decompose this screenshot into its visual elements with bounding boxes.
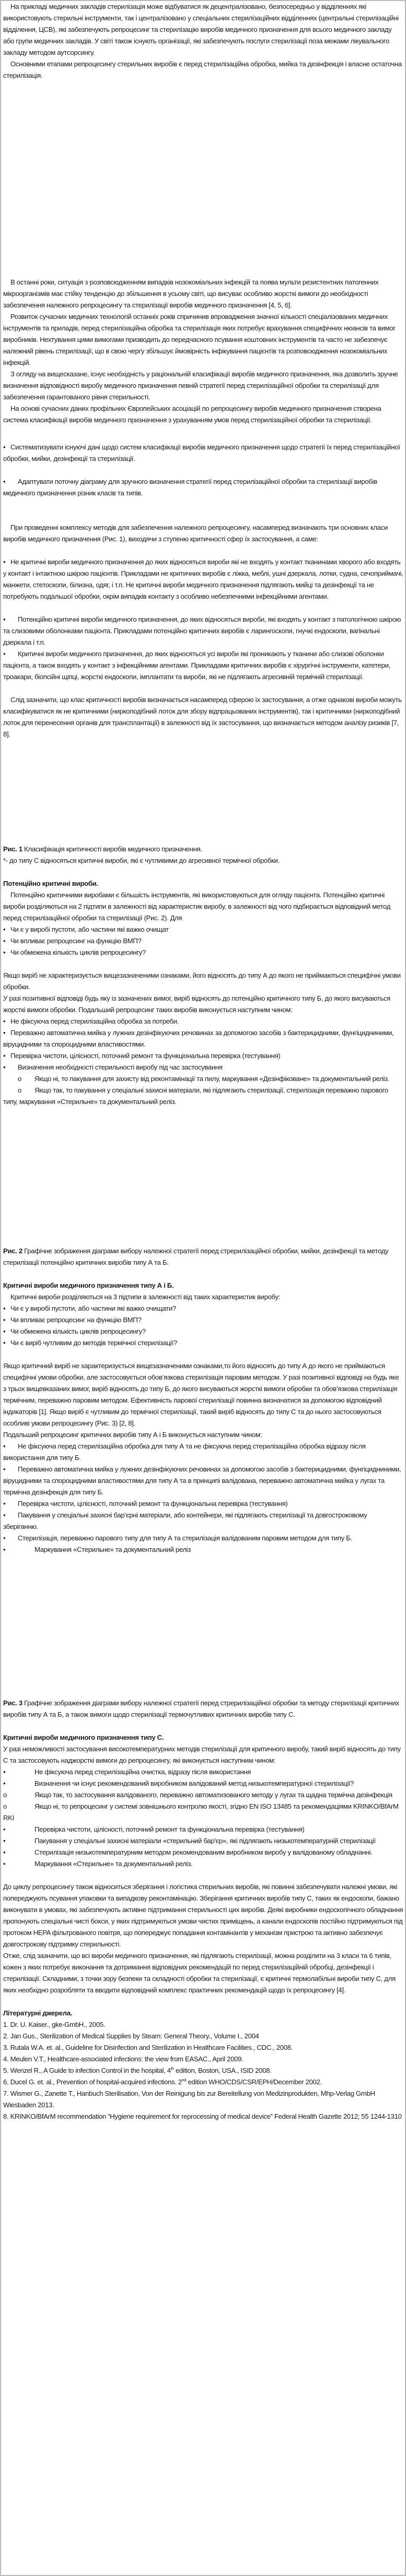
potential-step-4: • Визначення необхідності стерильності виробу під час застосування	[3, 1062, 403, 1073]
critical-c-step-4: • Пакування у спеціальні захисні матеріали «стерильний бар'єр», які підлягають низькотемпературній стерилізації	[3, 1835, 403, 1847]
critical-ab-step-4: • Пакування у спеціальні захисні бар’єрні матеріали, або контейнери, які підлягають стерилізації та довгостроковому зберіганню.	[3, 1510, 403, 1533]
reference-superscript: th	[170, 2066, 174, 2071]
reference-item	[3, 2065, 403, 2076]
critical-ab-intro: Критичні вироби розділяються на 3 підтипи в залежності від таких характеристик виробу:	[10, 1293, 281, 1301]
reference-item: 3. Rutala W.A. et. al., Guideline for Disinfection and Sterilization in Healthcare Facilities., CDC., 2008.	[3, 2044, 293, 2051]
figure-3-caption-text: Графічне зображення діаграми вибору належної стратегії перед стрерилізаційної обробки та методу стерилізації критичних виробів типу А та Б, а також вимоги щодо стерилізації термочутливих критичних виробів типу С.	[3, 1699, 399, 1718]
figure-1-caption-text: Класифікація критичності виробів медичного призначення.	[22, 845, 202, 853]
conclusion-paragraph-2: Отже, слід зазначити, що всі вироби медичного призначення, які підлягають стерилізації, можна розділити на 3 класи та 6 типів, кожен з яких потребує виконання та дотримання відповідних рекомендацій по перед стерилізаційній обробці, дезінфекції і стерилізації. Складними, з точки зору безпеки та складності обробки та стерилізації, є критичні термолабільні вироби типу С, для яких необхідно розробляти та вводити відповідний комплекс практичних рекомендацій щодо їх репроцесингу [4].	[3, 1952, 396, 1994]
potential-substep-2: o Якщо так, то пакування у спеціальні захисні матеріали, які підлягають стерилізації, стерилізація переважно парового типу, маркування «Стерильне» та документальний реліз.	[3, 1085, 403, 1108]
critical-question-4: • Чи є виріб чутливим до методів термічної стерилізації?	[3, 1337, 403, 1349]
potential-type-a: Якщо виріб не характеризується вищезазначеними ознаками, його відносять до типу А до якого не приймаються специфічні умови обробки.	[3, 971, 401, 991]
potential-step-3: • Перевірка чистоти, цілісності, поточний ремонт та функціональна перевірка (тестування)	[3, 1050, 403, 1062]
critical-c-paragraph: У разі неможливості застосування високотемпературних методів стерилізації для критичного виробу, такий виріб відносять до типу С та застосовують наджорсткі вимоги до репроцесингу, які виконується наступним чином:	[3, 1745, 401, 1764]
figure-3-image	[3, 1556, 403, 1697]
potential-question-3: • Чи обмежена кількість циклів репроцесингу?	[3, 947, 403, 958]
reference-text: 5. Wenzel R., A Guide to infection Control in the hospital, 4	[3, 2067, 171, 2074]
reference-item: 2. Jan Gus., Sterilization of Medical Supplies by Steam: General Theory., Volume I., 2004	[3, 2032, 259, 2040]
potential-step-1: • Не фіксуюча перед стерилізаційна обробка за потреби.	[3, 1016, 403, 1027]
critical-c-step-5: • Стерилізація низькотемпературним методом рекомендованим виробником виробу у валідованому обладнанні.	[3, 1847, 403, 1858]
section2-paragraph-2: Розвиток сучасних медичних технологій останніх років спричинив впровадження значної кількості спеціалізованих медичних інструментів та приладів, перед стерилізаційна обробка та стерилізація яких потребує врахування специфічних нюансів та вимог виробників. Нехтування цими вимогами призводить до передчасного псування коштовних інструментів та часто не забезпечує належний рівень стерилізації, що в свою чергу збільшує ймовірність інфікування пацієнтів та розповсюдження нозокоміальних інфекцій.	[3, 313, 396, 366]
potential-question-1: • Чи є у виробі пустоти, або частини які важко очищат	[3, 924, 403, 935]
reference-text: edition WHO/CDS/CSR/EPH/December 2002.	[186, 2078, 322, 2086]
document-body	[3, 1, 403, 2122]
critical-question-3: • Чи обмежена кількість циклів репроцесингу?	[3, 1326, 403, 1337]
critical-ab-step-2: • Переважно автоматична мийка у лужних дезінфікуючих речовинах за допомогою засобів з бактерицидними, фунгіцидниними, віруцидними та спороцидними властивостями для типу А та в принципі валідована, переважно автоматична мийка у лугах та термічна дезінфекція для типу Б.	[3, 1464, 403, 1498]
critical-ab-step-5: • Стерилізація, переважно парового типу для типу А та стерилізація валідованим паровим методом для типу Б.	[3, 1533, 403, 1544]
potential-type-b: У разі позитивної відповіді будь яку із зазначених вимог, виріб відносять до потенційно критичного типу Б, до якого висуваються жорсткі вимоги обробки. Подальший репроцесинг таких виробів виконується наступним чином:	[3, 994, 391, 1014]
goal-item-2: • Адаптувати поточну діаграму для зручного визначення стратегії перед стерилізаційної обробки та стерилізації виробів медичного призначення різник класів та типів.	[3, 476, 403, 499]
potential-step-2: • Переважно автоматична мийка у лужних дезінфікуючих речовинах за допомогою засобів з бактерицидними, фунгіцидниними, віруцидними та спороцидними властивостями.	[3, 1027, 403, 1050]
critical-question-1: • Чи є у виробі пустоти, або частини які важко очищати?	[3, 1303, 403, 1314]
critical-c-step-6: • Маркування «Стерильне» та документальний реліз.	[3, 1858, 403, 1870]
potential-critical-paragraph: Потенційно критичними виробами є більшість інструментів, які використовуються для огляду пацієнта. Потенційно критичні вироби розділяються на 2 підтипи в залежності від характеристик виробу, в залежності від чого підбирається відповідний метод перед стерилізаційної обробки та стерилізації (Рис. 2). Для	[3, 891, 391, 922]
risk-analysis-note: Слід зазначити, що клас критичності виробів визначається насамперед сферою їх застосування, а отже однакові вироби можуть класифікуватися як не критичними (ниркоподібний лоток для збору відпрацьованих інструментів), так і критичними (ниркоподібний лоток для перенесення органів для трансплантації) в залежності від їх застосування, що визначається методом аналізу ризиків [7, 8].	[3, 696, 402, 738]
intro-paragraph-1: На прикладі медичних закладів стерилізація може відбуватися як децентралізовано, безпосередньо у відділеннях які використовують стерильні інструменти, так і централізовано у спеціальних стерилізаційних відділеннях (центральні стерилізаційні відділення, ЦСВ), які забезпечують репроцесинг та стерилізацію виробів медичного призначення для всього медичного закладу або групи медичних закладів. У світі також існують організації, які забезпечують послуги стерилізації поза межами лікувального закладу методом аутсорсингу.	[3, 3, 399, 56]
figure-2-caption-text: Графічне зображення діаграми вибору належної стратегії перед стрерилізаційної обробки, мийки, дезінфекції та методу стерилізації потенційно критичних виробів типу А та Б.	[3, 1247, 389, 1266]
class-item-noncritical: • Не критичні вироби медичного призначення до яких відносяться вироби які не входять у контакт тканинами хворого або входять у контакт і інтактною шкірою пацієнтів. Прикладами не критичних виробів є ліжка, меблі, ушні дзеркала, лотки, судна, сечоприймачі, манжети, стетоскопи, білизна, одяг, і т.п. Не критичні вироби медичного призначення підлягають мийці та дезінфекції та не потребують подальшої обробки, окрім випадків контакту з особливо небезпечними інфекційними агентами.	[3, 556, 403, 602]
potential-substep-1: o Якщо ні, то пакування для захисту від реконтамінації та пилу, маркування «Дезінфіковане» та документальний реліз.	[3, 1073, 403, 1085]
figure-1-image	[3, 740, 403, 844]
reference-item: 1. Dr. U. Kaiser., gke-GmbH., 2005.	[3, 2021, 106, 2028]
figure-2-image	[3, 1108, 403, 1245]
section2-paragraph-4: На основі сучасних даних профільних Європейських асоціацій по репроцесингу виробів медичного призначення створена система класифікації виробів медичного призначення з урахуванням умов перед стерилізаційної обробки та стерилізації.	[3, 405, 381, 424]
critical-c-step-2: • Визначення чи існує рекомендований виробником валідований метод низькотемпературної стерилізації?	[3, 1778, 403, 1789]
critical-c-step-1: • Не фіксуюча перед стерилізаційна очистка, відразу після використання	[3, 1766, 403, 1778]
critical-c-heading: Критичні вироби медичного призначення типу С.	[3, 1734, 164, 1741]
figure-2-caption	[3, 1245, 403, 1268]
critical-c-substep-1: o Якщо так, то застосування валідованого, переважно автоматизованого методу у лугах та щадна термічна дезінфекція	[3, 1789, 403, 1801]
classes-intro: При проведенні комплексу методів для забезпечення належного репроцесингу, насамперед визначають три основних класи виробів медичного призначення (Рис. 1), виходячи з ступеню критичності сфер їх застосування, а саме:	[3, 524, 388, 543]
section2-paragraph-1: В останні роки, ситуація з розповсюдженням випадків нозокоміальних інфекцій та поява мульти резистентних патогенних мікроорганізмів має стійку тенденцію до збільшення в усьому світі, що висуває особливо жорсткі вимоги до необхідності забезпечення належного репроцесингу та стерилізації виробів медичного призначення [4, 5, 6].	[3, 278, 379, 309]
reference-item: 4. Meulen V.T., Healthcare-associated infections: the view from EASAC., April 2009.	[3, 2055, 243, 2063]
figure-1-note: *- до типу С відносяться критичні вироби, які є чутливими до агресивної термічної обробки.	[3, 857, 280, 864]
class-item-critical: • Критичні вироби медичного призначення, до яких відносяться усі вироби які проникають у тканини або слизові оболонки пацієнта, а також входять у контакт з інфекційними агентами. Прикладами критичних виробів є хірургічні інструменти, катетери, троакари, біопсійні щіпці, жорсткі ендоскопи, імплантати та вироби, які не підлягають агресивній термічній стерилізації.	[3, 648, 403, 683]
critical-ab-heading: Критичні вироби медичного призначення типу А і Б.	[3, 1281, 174, 1289]
image-placeholder-1	[3, 81, 403, 277]
goal-item-1: • Систематизувати існуючі дані щодо систем класифікації виробів медичного призначення щодо стратегії їх перед стерилізаційної обробки, мийки, дезінфекції та стерилізації.	[3, 442, 403, 465]
reference-item: 8. KRINKO/BfArM recommendation “Hygiene requirement for reprocessing of medical device” Federal Health Gazette 2012; 55 1244-1310	[3, 2112, 402, 2120]
reference-item: 7. Wismer G., Zanette T., Hanbuch Sterilisation, Von der Reinigung bis zur Bereitellung von Medizinprodukten, Mhp-Verlag GmbH Wiesbaden 2013.	[3, 2090, 375, 2109]
critical-ab-step-3: • Перевірка чистоти, цілісності, поточний ремонт та функціональна перевірка (тестування)	[3, 1498, 403, 1510]
reference-item	[3, 2076, 403, 2088]
references-list	[3, 2019, 403, 2122]
potential-question-2: • Чи впливає репроцесинг на функцію ВМП?	[3, 935, 403, 947]
intro-paragraph-2: Основними етапами репроцесингу стерильних виробів є перед стерилізаційна обробка, мийка та дезінфекція і власне остаточна стерилізація.	[3, 60, 402, 79]
reference-text: 6. Ducel G. et. al., Prevention of hospital-acquired infections. 2	[3, 2078, 182, 2086]
references-heading: Літературні джерела.	[3, 2009, 73, 2017]
figure-1-label: Рис. 1	[3, 845, 22, 853]
figure-3-caption	[3, 1697, 403, 1720]
critical-c-step-3: • Перевірка чистоти, цілісності, поточний ремонт та функціональна перевірка (тестування)	[3, 1824, 403, 1835]
figure-2-label: Рис. 2	[3, 1247, 22, 1255]
figure-1-caption	[3, 844, 403, 855]
critical-ab-step-1: • Не фіксуюча перед стерилізаційна обробка для типу А та не фіксуюча перед стерилізаційна обробка відразу після використання для типу Б.	[3, 1441, 403, 1464]
critical-question-2: • Чи впливає репроцесинг на функцію ВМП?	[3, 1314, 403, 1326]
section2-paragraph-3: З огляду на вищесказане, існує необхідність у раціональній класифікації виробів медичного призначення, яка дозволить зручне визначення відповідності виробу медичного призначення певній стратегії перед стерилізаційної обробки та стерилізації для забезпечення гарантованого рівня стерильності.	[3, 370, 398, 401]
critical-c-substep-2: o Якщо ні, то репроцесинг у системі зовнішнього контролю якості, згідно EN ISO 13485 та рекомендаціями KRINKO/BfArM RKI	[3, 1801, 403, 1824]
potential-critical-heading: Потенційно критичні вироби.	[3, 880, 98, 887]
figure-3-label: Рис. 3	[3, 1699, 22, 1707]
conclusion-paragraph-1: До циклу репроцесингу також відноситься зберігання і логістика стерильних виробів, які повинні забезпечувати належні умови, які попереджують псування упаковки та випадкову реконтамінацію. Зберігання критичних виробів типу С, таких як ендоскопи, бажано виконувати в умовах, які забезпечують активне підтримання стерильності цих виробів. Деякі виробники ендоскопічного обладнання пропонують спеціальні чисті бокси, у яких підтримуються умови чистих приміщень, а канали ендоскопів постійно підтримуються під протоком HEPA фільтрованого повітря, що попереджує попадання контамінантів у механізм пристрою та активно забезпечує довгострокову підтримку стерильності.	[3, 1883, 403, 1948]
critical-ab-paragraph-1: Якщо критичний виріб не характеризується вищезазначеними ознаками,то його відносять до типу А до якого не приймаються специфічні умови обробки, але застосовується обов’язкова стерилізація паровим методом. У разі позитивної відповіді на будь яке з трьох вищевказаних вимог, виріб відносять до типу Б, до якого висуваються жорсткі вимоги обробки та обов’язкова стерилізація термічним, переважно паровим методом. Ефективність парової стерилізації повинна визначатися за допомогою відповідний індикаторів [1]. Якщо виріб є чутливим до термічної стерилізації, такий виріб відносять до типу С та до нього застосовуються особливі умови репроцесингу (Рис. 3) [2, 8].	[3, 1362, 399, 1427]
reference-text: edition, Boston, USA., ISID 2008.	[173, 2067, 272, 2074]
class-item-semicritical: • Потенційно критичні вироби медичного призначення, до яких відносяться вироби, які входять у контакт з патологічною шкірою та слизовими оболонками пацієнта. Прикладами потенційно критичних виробів є ларингоскопи, гнучкі ендоскопи, вагінальні дзеркала і т.п.	[3, 614, 403, 648]
critical-ab-step-6: • Маркування «Стерильне» та документальний реліз	[3, 1544, 403, 1556]
reference-superscript: nd	[181, 2078, 187, 2083]
critical-ab-paragraph-2: Подальший репроцесинг критичних виробів типу А і Б виконується наступним чином:	[3, 1431, 262, 1439]
